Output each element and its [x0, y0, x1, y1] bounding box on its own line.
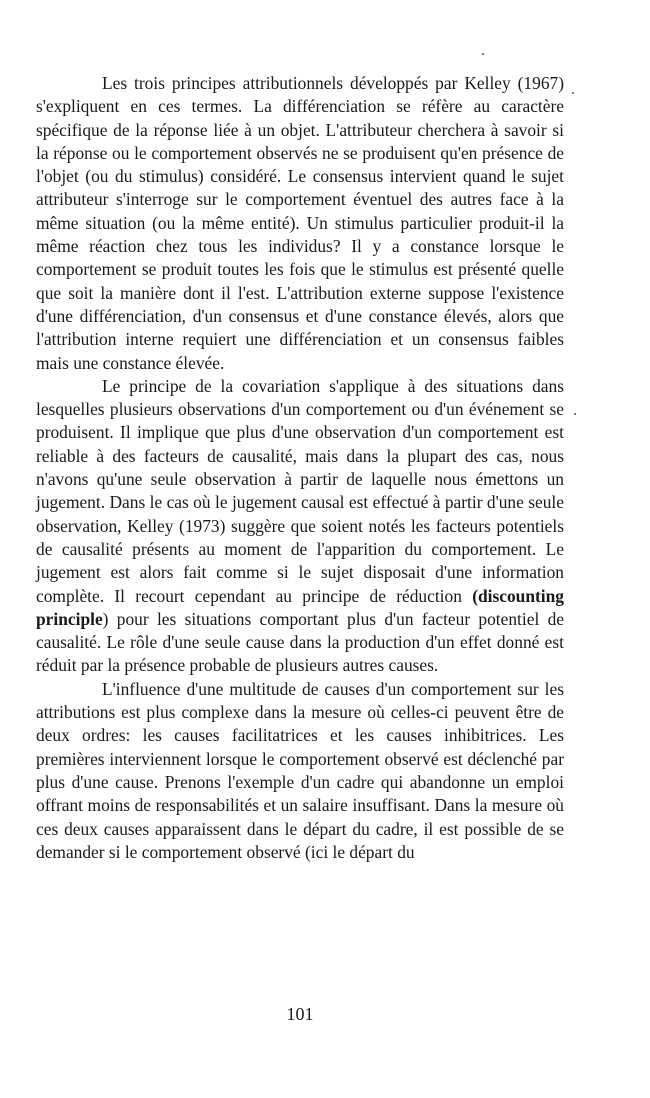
- paragraph-multiple-causes: L'influence d'une multitude de causes d'un comportement sur les attributions est plus complexe dans la mesure où celles-ci peuvent être de deux ordres: les causes facilitatrices et les causes inhibitrices. Les premières interviennent lorsque le comportement observé est déclenché par plus d'une cause. Prenons l'exemple d'un cadre qui abandonne un emploi offrant moins de responsabilités et un salaire insuffisant. Dans la mesure où ces deux causes apparaissent dans le départ du cadre, il est possible de se demander si le comportement observé (ici le départ du: [36, 678, 564, 862]
- scan-speck: [572, 92, 574, 94]
- scan-speck: [574, 413, 576, 415]
- paragraph-covariation: [36, 375, 564, 678]
- covariation-text-start: Le principe de la covariation s'applique à des situations dans lesquelles plusieurs observations d'un comportement ou d'un événement se produisent. Il implique que plus d'une observation d'un comportement est reliable à des facteurs de causalité, mais dans la plupart des cas, nous n'avons qu'une seule observation à partir de laquelle nous émettons un jugement. Dans le cas où le jugement causal est effectué à partir d'une seule observation, Kelley (1973) suggère que soient notés les facteurs potentiels de causalité présents au moment de l'apparition du comportement. Le jugement est alors fait comme si le sujet disposait d'une information complète. Il recourt cependant au principe de réduction: [36, 375, 564, 606]
- paragraph-kelley-principles: Les trois principes attributionnels développés par Kelley (1967) s'expliquent en ces termes. La différenciation se réfère au caractère spécifique de la réponse liée à un objet. L'attributeur cherchera à savoir si la réponse ou le comportement observés ne se produisent qu'en présence de l'objet (ou du stimulus) considéré. Le consensus intervient quand le sujet attributeur s'interroge sur le comportement éventuel des autres face à la même situation (ou la même entité). Un stimulus particulier produit-il la même réaction chez tous les individus? Il y a constance lorsque le comportement se produit toutes les fois que le stimulus est présenté quelle que soit la manière dont il l'est. L'attribution externe suppose l'existence d'une différenciation, d'un consensus et d'une constance élevés, alors que l'attribution interne requiert une différenciation et un consensus faibles mais une constance élevée.: [36, 73, 564, 373]
- discounting-principle-term: (discounting principle: [36, 585, 564, 629]
- covariation-text-end: ) pour les situations comportant plus d'un facteur potentiel de causalité. Le rôle d'une seule cause dans la production d'un effet donné est réduit par la présence probable de plusieurs autres causes.: [36, 608, 564, 676]
- scan-speck: [482, 53, 484, 55]
- page-body: [36, 72, 564, 864]
- page-number: 101: [286, 1004, 314, 1024]
